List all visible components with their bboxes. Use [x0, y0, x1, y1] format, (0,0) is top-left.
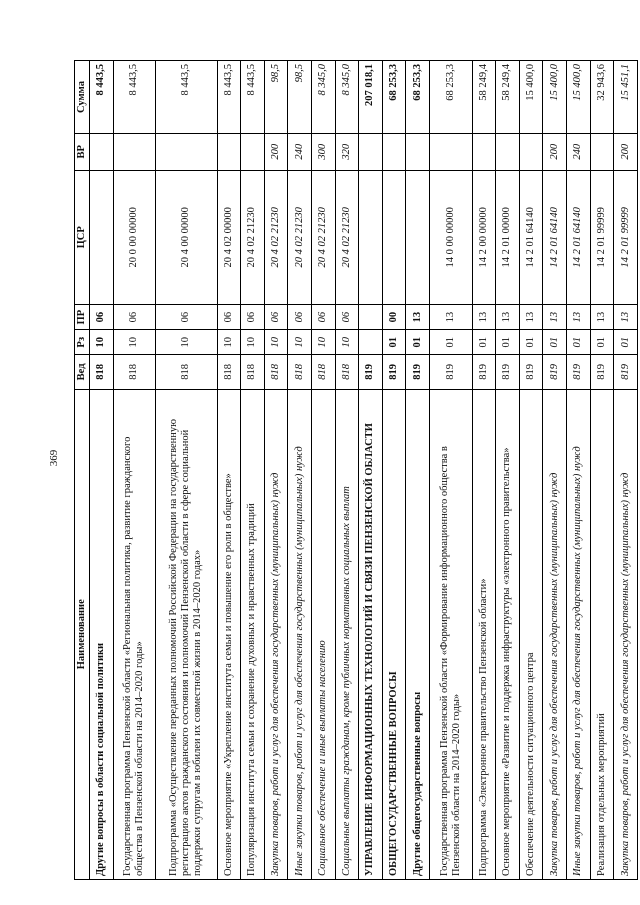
table-row — [496, 61, 520, 880]
cell-ved: 819 — [614, 355, 638, 389]
cell-vr — [156, 134, 217, 171]
cell-ved: 819 — [590, 355, 614, 389]
header-pr: ПР — [75, 305, 90, 330]
cell-rz — [359, 330, 383, 355]
cell-pr: 00 — [382, 305, 406, 330]
cell-name: Закупка товаров, работ и услуг для обеспечения государственных (муниципальных) нужд — [264, 389, 288, 879]
cell-csr — [406, 170, 430, 305]
cell-pr: 13 — [519, 305, 543, 330]
cell-csr: 14 2 01 99999 — [590, 170, 614, 305]
cell-pr: 06 — [335, 305, 359, 330]
cell-name: Иные закупки товаров, работ и услуг для обеспечения государственных (муниципальных) нужд — [288, 389, 312, 879]
cell-pr: 06 — [156, 305, 217, 330]
cell-sum: 8 443,5 — [113, 61, 156, 134]
cell-vr — [113, 134, 156, 171]
table-row — [264, 61, 288, 880]
cell-name: Иные закупки товаров, работ и услуг для обеспечения государственных (муниципальных) нужд — [566, 389, 590, 879]
cell-name: Другие общегосударственные вопросы — [406, 389, 430, 879]
table-row — [519, 61, 543, 880]
cell-pr: 13 — [590, 305, 614, 330]
table-row — [566, 61, 590, 880]
cell-sum: 98,5 — [264, 61, 288, 134]
cell-pr: 13 — [430, 305, 473, 330]
cell-vr — [496, 134, 520, 171]
table-row — [311, 61, 335, 880]
cell-name: УПРАВЛЕНИЕ ИНФОРМАЦИОННЫХ ТЕХНОЛОГИЙ И СВЯЗИ ПЕНЗЕНСКОЙ ОБЛАСТИ — [359, 389, 383, 879]
cell-ved: 819 — [496, 355, 520, 389]
cell-vr: 320 — [335, 134, 359, 171]
cell-name: Подпрограмма «Осуществление переданных полномочий Российской Федерации на государственную регистрацию актов гражданского состояния и полномочий Пензенской области в сфере социальной поддержки супругам в юбилеи их совместной жизни в 2014–2020 годах» — [156, 389, 217, 879]
table-row — [335, 61, 359, 880]
cell-pr: 06 — [113, 305, 156, 330]
cell-ved: 819 — [543, 355, 567, 389]
cell-name: Социальные выплаты гражданам, кроме публичных нормативных социальных выплат — [335, 389, 359, 879]
cell-vr: 240 — [288, 134, 312, 171]
cell-csr: 14 2 01 64140 — [543, 170, 567, 305]
cell-vr: 200 — [614, 134, 638, 171]
cell-name: Государственная программа Пензенской области «Региональная политика, развитие гражданского общества в Пензенской области на 2014–2020 годы» — [113, 389, 156, 879]
cell-sum: 68 253,3 — [382, 61, 406, 134]
cell-vr — [519, 134, 543, 171]
cell-pr: 06 — [217, 305, 241, 330]
cell-ved: 819 — [566, 355, 590, 389]
cell-csr: 20 4 02 00000 — [217, 170, 241, 305]
cell-name: Обеспечение деятельности ситуационного центра — [519, 389, 543, 879]
cell-rz: 10 — [264, 330, 288, 355]
cell-csr: 14 2 00 00000 — [472, 170, 496, 305]
cell-rz: 10 — [335, 330, 359, 355]
cell-pr: 13 — [472, 305, 496, 330]
cell-ved: 819 — [359, 355, 383, 389]
cell-pr: 06 — [90, 305, 114, 330]
header-name: Наименование — [75, 389, 90, 879]
cell-vr: 200 — [264, 134, 288, 171]
cell-name: Закупка товаров, работ и услуг для обеспечения государственных (муниципальных) нужд — [614, 389, 638, 879]
cell-rz: 01 — [590, 330, 614, 355]
table-row — [241, 61, 265, 880]
cell-sum: 32 943,6 — [590, 61, 614, 134]
cell-rz: 01 — [519, 330, 543, 355]
cell-ved: 818 — [113, 355, 156, 389]
cell-rz: 01 — [472, 330, 496, 355]
cell-pr: 13 — [566, 305, 590, 330]
cell-csr: 14 2 01 00000 — [496, 170, 520, 305]
cell-name: Социальное обеспечение и иные выплаты населению — [311, 389, 335, 879]
table-row — [90, 61, 114, 880]
cell-sum: 8 443,5 — [241, 61, 265, 134]
cell-ved: 818 — [156, 355, 217, 389]
cell-rz: 01 — [406, 330, 430, 355]
cell-pr: 13 — [496, 305, 520, 330]
cell-sum: 15 400,0 — [543, 61, 567, 134]
cell-ved: 819 — [382, 355, 406, 389]
cell-csr: 20 0 00 00000 — [113, 170, 156, 305]
cell-pr: 06 — [241, 305, 265, 330]
cell-vr — [382, 134, 406, 171]
table-row — [217, 61, 241, 880]
cell-sum: 207 018,1 — [359, 61, 383, 134]
cell-rz: 10 — [241, 330, 265, 355]
cell-ved: 818 — [311, 355, 335, 389]
cell-vr: 200 — [543, 134, 567, 171]
table-row — [543, 61, 567, 880]
cell-name: Основное мероприятие «Укрепление института семьи и повышение его роли в обществе» — [217, 389, 241, 879]
table-row — [614, 61, 638, 880]
cell-csr: 20 4 02 21230 — [264, 170, 288, 305]
cell-csr: 14 2 01 99999 — [614, 170, 638, 305]
header-rz: Рз — [75, 330, 90, 355]
cell-sum: 98,5 — [288, 61, 312, 134]
header-ved: Вед — [75, 355, 90, 389]
table-row — [156, 61, 217, 880]
cell-pr: 06 — [288, 305, 312, 330]
cell-csr: 14 2 01 64140 — [566, 170, 590, 305]
cell-csr — [90, 170, 114, 305]
cell-rz: 10 — [90, 330, 114, 355]
cell-ved: 819 — [430, 355, 473, 389]
cell-rz: 01 — [430, 330, 473, 355]
table-row — [406, 61, 430, 880]
cell-ved: 819 — [472, 355, 496, 389]
cell-ved: 819 — [406, 355, 430, 389]
cell-vr — [241, 134, 265, 171]
budget-table-container — [74, 60, 638, 880]
table-row — [382, 61, 406, 880]
cell-vr — [430, 134, 473, 171]
cell-ved: 818 — [335, 355, 359, 389]
cell-vr: 240 — [566, 134, 590, 171]
cell-rz: 01 — [566, 330, 590, 355]
cell-name: Закупка товаров, работ и услуг для обеспечения государственных (муниципальных) нужд — [543, 389, 567, 879]
cell-rz: 10 — [113, 330, 156, 355]
cell-ved: 818 — [90, 355, 114, 389]
cell-rz: 01 — [496, 330, 520, 355]
cell-vr — [590, 134, 614, 171]
cell-sum: 58 249,4 — [496, 61, 520, 134]
cell-rz: 10 — [311, 330, 335, 355]
cell-sum: 68 253,3 — [406, 61, 430, 134]
cell-rz: 01 — [543, 330, 567, 355]
cell-vr — [217, 134, 241, 171]
cell-vr — [359, 134, 383, 171]
cell-name: Основное мероприятие «Развитие и поддержка инфраструктуры «электронного правительства» — [496, 389, 520, 879]
cell-ved: 818 — [241, 355, 265, 389]
cell-sum: 8 443,5 — [217, 61, 241, 134]
cell-vr: 300 — [311, 134, 335, 171]
table-row — [472, 61, 496, 880]
cell-csr: 20 4 02 21230 — [311, 170, 335, 305]
table-header-row — [75, 61, 90, 880]
header-sum: Сумма — [75, 61, 90, 134]
header-csr: ЦСР — [75, 170, 90, 305]
cell-sum: 8 443,5 — [90, 61, 114, 134]
cell-vr — [406, 134, 430, 171]
cell-sum: 8 443,5 — [156, 61, 217, 134]
cell-pr — [359, 305, 383, 330]
cell-rz: 01 — [614, 330, 638, 355]
cell-csr: 14 2 01 64140 — [519, 170, 543, 305]
cell-pr: 13 — [614, 305, 638, 330]
page-number: 369 — [48, 449, 60, 467]
cell-vr — [472, 134, 496, 171]
table-row — [430, 61, 473, 880]
cell-name: Популяризация института семьи и сохранение духовных и нравственных традиций — [241, 389, 265, 879]
cell-csr — [382, 170, 406, 305]
cell-csr: 14 0 00 00000 — [430, 170, 473, 305]
cell-ved: 818 — [217, 355, 241, 389]
cell-name: Подпрограмма «Электронное правительство Пензенской области» — [472, 389, 496, 879]
cell-ved: 819 — [519, 355, 543, 389]
cell-ved: 818 — [288, 355, 312, 389]
table-row — [288, 61, 312, 880]
cell-sum: 15 451,1 — [614, 61, 638, 134]
cell-sum: 8 345,0 — [311, 61, 335, 134]
cell-sum: 8 345,0 — [335, 61, 359, 134]
cell-name: Реализация отдельных мероприятий — [590, 389, 614, 879]
cell-sum: 58 249,4 — [472, 61, 496, 134]
cell-sum: 68 253,3 — [430, 61, 473, 134]
cell-pr: 13 — [406, 305, 430, 330]
cell-pr: 06 — [311, 305, 335, 330]
cell-pr: 06 — [264, 305, 288, 330]
cell-csr: 20 4 00 00000 — [156, 170, 217, 305]
cell-pr: 13 — [543, 305, 567, 330]
table-row — [359, 61, 383, 880]
cell-rz: 10 — [156, 330, 217, 355]
budget-table — [74, 60, 638, 880]
header-vr: ВР — [75, 134, 90, 171]
cell-sum: 15 400,0 — [519, 61, 543, 134]
cell-rz: 01 — [382, 330, 406, 355]
cell-rz: 10 — [288, 330, 312, 355]
cell-csr: 20 4 02 21230 — [241, 170, 265, 305]
cell-name: Государственная программа Пензенской области «Формирование информационного общества в Пензенской области на 2014–2020 годы» — [430, 389, 473, 879]
cell-name: ОБЩЕГОСУДАРСТВЕННЫЕ ВОПРОСЫ — [382, 389, 406, 879]
cell-csr: 20 4 02 21230 — [288, 170, 312, 305]
cell-vr — [90, 134, 114, 171]
cell-rz: 10 — [217, 330, 241, 355]
cell-sum: 15 400,0 — [566, 61, 590, 134]
cell-csr: 20 4 02 21230 — [335, 170, 359, 305]
cell-ved: 818 — [264, 355, 288, 389]
table-row — [590, 61, 614, 880]
table-row — [113, 61, 156, 880]
cell-csr — [359, 170, 383, 305]
cell-name: Другие вопросы в области социальной политики — [90, 389, 114, 879]
